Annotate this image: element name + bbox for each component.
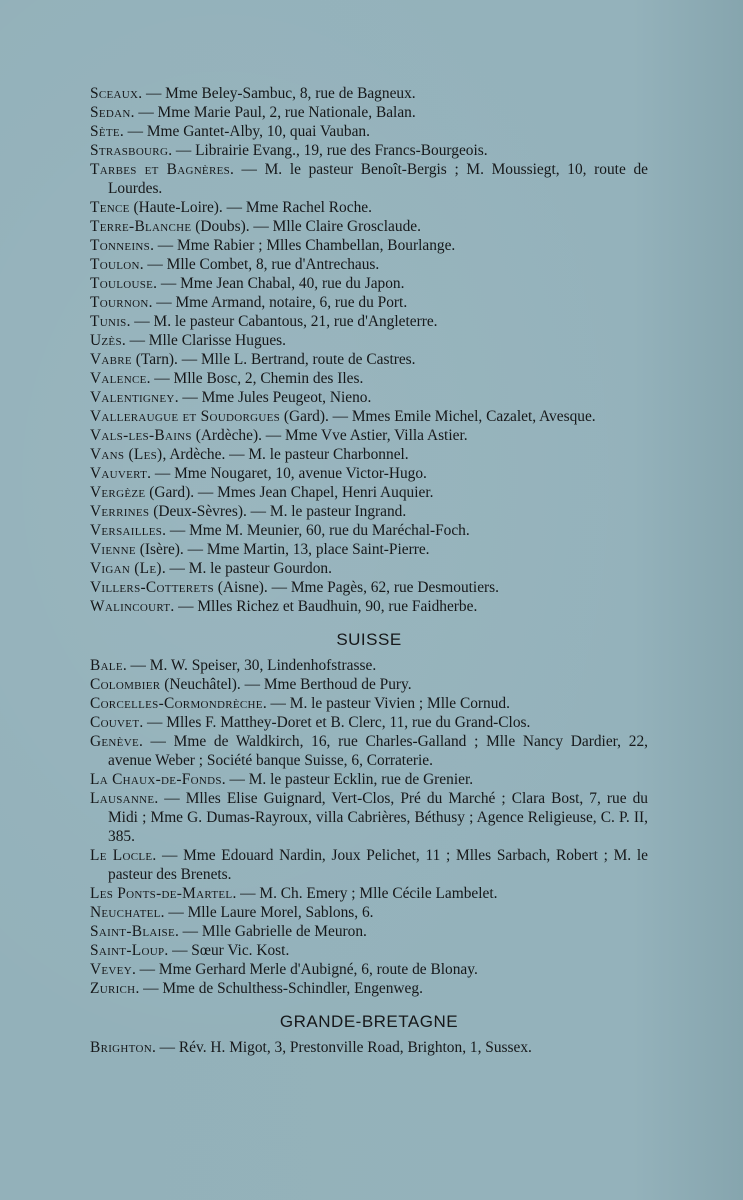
- entry-text: . — M. le pasteur Vivien ; Mlle Cornud.: [262, 695, 510, 712]
- directory-entry: [90, 960, 648, 979]
- entry-text: . — M. le pasteur Benoît-Bergis ; M. Moussiegt, 10, route de Lourdes.: [108, 161, 648, 197]
- entry-text: (Tarn). — Mlle L. Bertrand, route de Castres.: [131, 351, 416, 368]
- directory-entry: [90, 141, 648, 160]
- entry-text: . — M. W. Speiser, 30, Lindenhofstrasse.: [122, 657, 377, 674]
- entry-text: . — Mme Beley-Sambuc, 8, rue de Bagneux.: [138, 85, 416, 102]
- entry-text: . — Mme de Waldkirch, 16, rue Charles-Galland ; Mlle Nancy Dardier, 22, avenue Weber ; Société banque Suisse, 6, Corraterie.: [108, 733, 648, 769]
- entry-text: . — Mlles Richez et Baudhuin, 90, rue Faidherbe.: [170, 598, 478, 615]
- entry-text: . — Mme Gantet-Alby, 10, quai Vauban.: [119, 123, 370, 140]
- directory-entry: [90, 350, 648, 369]
- directory-column: [90, 84, 648, 1057]
- entry-place: Saint-Blaise: [90, 923, 175, 940]
- entry-text: , Ardèche. — M. le pasteur Charbonnel.: [162, 446, 409, 463]
- entry-place: Uzès: [90, 332, 122, 349]
- entry-text: . — M. Ch. Emery ; Mlle Cécile Lambelet.: [232, 885, 498, 902]
- entry-place: Genève: [90, 733, 139, 750]
- entry-text: . — Mme Armand, notaire, 6, rue du Port.: [148, 294, 408, 311]
- directory-entry: [90, 979, 648, 998]
- suisse-list: [90, 656, 648, 998]
- entry-place: Vigan (Le): [90, 560, 162, 577]
- entry-place: Tunis: [90, 313, 127, 330]
- entry-place: Lausanne: [90, 790, 155, 807]
- entry-place: Les Ponts-de-Martel: [90, 885, 233, 902]
- entry-text: . — Mlles F. Matthey-Doret et B. Clerc, 11, rue du Grand-Clos.: [139, 714, 531, 731]
- entry-text: . — Mme Nougaret, 10, avenue Victor-Hugo.: [147, 465, 427, 482]
- entry-text: . — Mlle Gabrielle de Meuron.: [174, 923, 367, 940]
- entry-text: (Haute-Loire). — Mme Rachel Roche.: [129, 199, 372, 216]
- entry-place: Valleraugue et Soudorgues: [90, 408, 281, 425]
- directory-entry: [90, 122, 648, 141]
- directory-entry: [90, 407, 648, 426]
- entry-text: (Deux-Sèvres). — M. le pasteur Ingrand.: [149, 503, 407, 520]
- entry-text: . — Mme Rabier ; Mlles Chambellan, Bourlange.: [150, 237, 456, 254]
- directory-entry: [90, 732, 648, 770]
- entry-text: (Gard). — Mmes Jean Chapel, Henri Auquier.: [145, 484, 434, 501]
- entry-place: Zurich: [90, 980, 136, 997]
- directory-entry: [90, 445, 648, 464]
- directory-entry: [90, 236, 648, 255]
- entry-place: Valence: [90, 370, 147, 387]
- directory-entry: [90, 521, 648, 540]
- entry-text: (Ardèche). — Mme Vve Astier, Villa Astier.: [191, 427, 468, 444]
- entry-place: Toulouse: [90, 275, 154, 292]
- directory-entry: [90, 502, 648, 521]
- entry-place: Strasbourg: [90, 142, 169, 159]
- directory-entry: [90, 903, 648, 922]
- entry-place: Sceaux: [90, 85, 139, 102]
- entry-place: Toulon: [90, 256, 140, 273]
- entry-text: . — Mme Edouard Nardin, Joux Pelichet, 11 ; Mlles Sarbach, Robert ; M. le pasteur des Brenets.: [108, 847, 648, 883]
- entry-place: Vals-les-Bains: [90, 427, 192, 444]
- directory-entry: [90, 160, 648, 198]
- directory-entry: [90, 312, 648, 331]
- entry-text: . — M. le pasteur Cabantous, 21, rue d'Angleterre.: [126, 313, 438, 330]
- directory-entry: [90, 483, 648, 502]
- directory-entry: [90, 922, 648, 941]
- entry-place: Sedan: [90, 104, 131, 121]
- directory-entry: [90, 388, 648, 407]
- directory-entry: [90, 540, 648, 559]
- directory-entry: [90, 694, 648, 713]
- directory-entry: [90, 713, 648, 732]
- directory-entry: [90, 331, 648, 350]
- entry-text: . — Mme M. Meunier, 60, rue du Maréchal-Foch.: [162, 522, 470, 539]
- entry-text: (Doubs). — Mlle Claire Grosclaude.: [191, 218, 421, 235]
- entry-text: . — Mme Jules Peugeot, Nieno.: [174, 389, 372, 406]
- directory-entry: [90, 1038, 648, 1057]
- directory-entry: [90, 789, 648, 846]
- directory-entry: [90, 293, 648, 312]
- entry-place: Corcelles-Cormondrèche: [90, 695, 263, 712]
- directory-entry: [90, 198, 648, 217]
- directory-entry: [90, 884, 648, 903]
- entry-text: . — Rév. H. Migot, 3, Prestonville Road, Brighton, 1, Sussex.: [151, 1039, 532, 1056]
- directory-entry: [90, 941, 648, 960]
- entry-text: . — M. le pasteur Ecklin, rue de Grenier.: [221, 771, 474, 788]
- directory-entry: [90, 255, 648, 274]
- entry-text: . — Mme Marie Paul, 2, rue Nationale, Balan.: [130, 104, 416, 121]
- entry-place: Tarbes et Bagnères: [90, 161, 231, 178]
- directory-entry: [90, 559, 648, 578]
- entry-place: Sète: [90, 123, 120, 140]
- entry-text: (Gard). — Mmes Emile Michel, Cazalet, Avesque.: [280, 408, 596, 425]
- section-title-grande-bretagne: GRANDE-BRETAGNE: [279, 1012, 459, 1031]
- directory-entry: [90, 84, 648, 103]
- entry-place: Vienne: [90, 541, 136, 558]
- entry-text: . — M. le pasteur Gourdon.: [161, 560, 332, 577]
- section-title-suisse: SUISSE: [336, 630, 402, 649]
- entry-place: La Chaux-de-Fonds: [90, 771, 222, 788]
- entry-text: . — Mlle Clarisse Hugues.: [121, 332, 287, 349]
- entry-place: Tonneins: [90, 237, 151, 254]
- entry-place: Terre-Blanche: [90, 218, 192, 235]
- entry-place: Versailles: [90, 522, 163, 539]
- entry-text: . — Mme de Schulthess-Schindler, Engenweg.: [135, 980, 423, 997]
- directory-entry: [90, 426, 648, 445]
- entry-place: Vevey: [90, 961, 132, 978]
- directory-entry: [90, 578, 648, 597]
- directory-entry: [90, 103, 648, 122]
- directory-entry: [90, 656, 648, 675]
- entry-place: Le Locle: [90, 847, 153, 864]
- entry-text: (Neuchâtel). — Mme Berthoud de Pury.: [160, 676, 412, 693]
- entry-place: Saint-Loup: [90, 942, 165, 959]
- entry-place: Walincourt: [90, 598, 171, 615]
- directory-entry: [90, 597, 648, 616]
- entry-place: Tence: [90, 199, 130, 216]
- entry-place: Vabre: [90, 351, 132, 368]
- entry-place: Brighton: [90, 1039, 152, 1056]
- entry-text: . — Mlle Combet, 8, rue d'Antrechaus.: [139, 256, 380, 273]
- entry-place: Vauvert: [90, 465, 148, 482]
- directory-entry: [90, 675, 648, 694]
- directory-entry: [90, 274, 648, 293]
- entry-text: (Aisne). — Mme Pagès, 62, rue Desmoutiers.: [213, 579, 499, 596]
- entry-place: Vergèze: [90, 484, 146, 501]
- grande-bretagne-list: [90, 1038, 648, 1057]
- directory-entry: [90, 770, 648, 789]
- entry-text: . — Mlle Bosc, 2, Chemin des Iles.: [146, 370, 364, 387]
- entry-text: . — Mme Jean Chabal, 40, rue du Japon.: [153, 275, 405, 292]
- entry-place: Colombier: [90, 676, 161, 693]
- entry-place: Tournon: [90, 294, 149, 311]
- entry-place: Bale: [90, 657, 123, 674]
- entry-text: . — Mlles Elise Guignard, Vert-Clos, Pré du Marché ; Clara Bost, 7, rue du Midi ; Mme G. Dumas-Rayroux, villa Cabrières, Béthusy ; Agence Religieuse, C. P. II, 385.: [108, 790, 648, 845]
- entry-text: (Isère). — Mme Martin, 13, place Saint-Pierre.: [135, 541, 430, 558]
- entry-place: Couvet: [90, 714, 140, 731]
- directory-entry: [90, 846, 648, 884]
- entry-place: Neuchatel: [90, 904, 161, 921]
- entry-place: Vans (Les): [90, 446, 163, 463]
- entry-text: . — Librairie Evang., 19, rue des Francs-Bourgeois.: [168, 142, 488, 159]
- entry-place: Valentigney: [90, 389, 175, 406]
- directory-entry: [90, 369, 648, 388]
- france-list: [90, 84, 648, 616]
- entry-text: . — Mme Gerhard Merle d'Aubigné, 6, route de Blonay.: [131, 961, 478, 978]
- entry-place: Villers-Cotterets: [90, 579, 214, 596]
- directory-entry: [90, 464, 648, 483]
- entry-place: Verrines: [90, 503, 150, 520]
- entry-text: . — Sœur Vic. Kost.: [164, 942, 290, 959]
- entry-text: . — Mlle Laure Morel, Sablons, 6.: [160, 904, 374, 921]
- directory-entry: [90, 217, 648, 236]
